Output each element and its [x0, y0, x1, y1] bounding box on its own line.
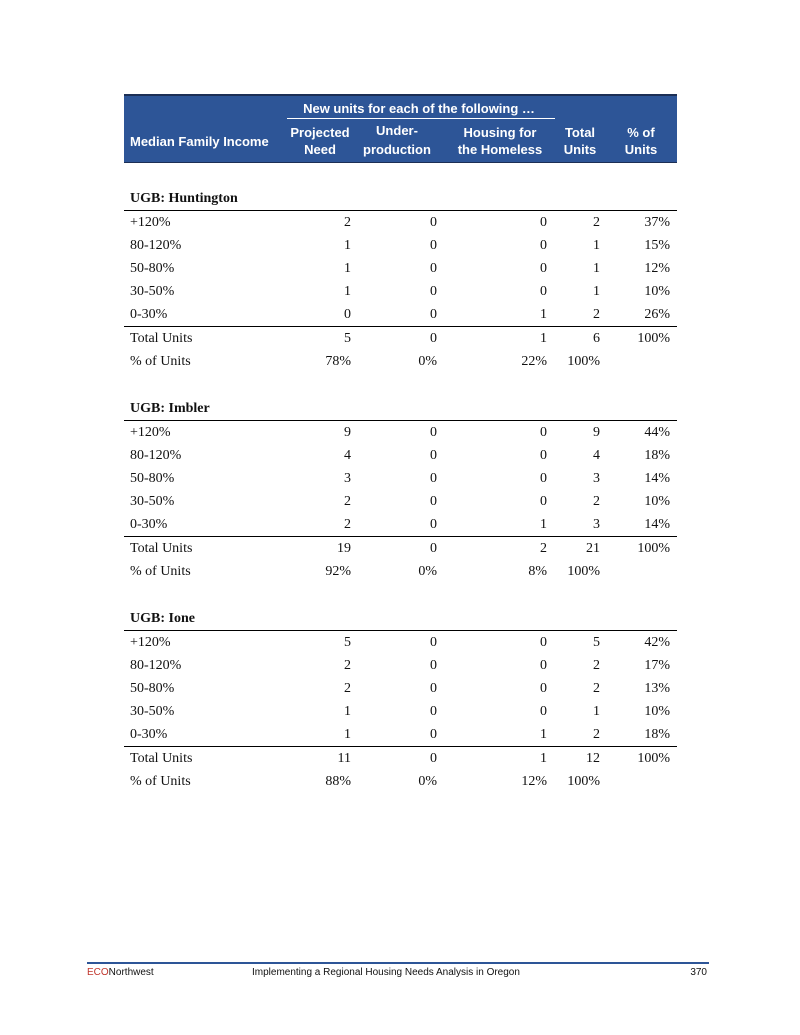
table-cell: 0: [540, 261, 547, 276]
table-cell: 1: [540, 307, 547, 322]
underproduction-header: Under- production: [363, 123, 431, 157]
table-cell: 12%: [644, 261, 670, 276]
row-label: 0-30%: [130, 727, 168, 742]
table-cell: 1: [344, 284, 351, 299]
table-cell: 0: [430, 681, 437, 696]
table-cell: 5: [344, 635, 351, 650]
table-cell: 0: [430, 284, 437, 299]
table-cell: 17%: [644, 658, 670, 673]
row-label: Total Units: [130, 331, 193, 346]
span-header-underline: [287, 118, 555, 119]
row-label: Total Units: [130, 541, 193, 556]
table-cell: 0: [430, 635, 437, 650]
section-title-text: UGB: Ione: [130, 611, 195, 626]
table-cell: 14%: [644, 517, 670, 532]
row-label: 0-30%: [130, 307, 168, 322]
section-spacer: [124, 373, 677, 397]
row-label: 80-120%: [130, 238, 182, 253]
table-cell: 100%: [567, 564, 600, 579]
table-cell: 0: [540, 284, 547, 299]
row-label: 80-120%: [130, 658, 182, 673]
table-row: [124, 723, 677, 746]
percent-row: [124, 350, 677, 373]
table-row: [124, 280, 677, 303]
table-cell: 0: [430, 494, 437, 509]
total-row: [124, 746, 677, 770]
table-cell: 2: [344, 681, 351, 696]
section-title: [124, 607, 677, 631]
table-cell: 21: [586, 541, 600, 556]
table-cell: 1: [593, 261, 600, 276]
table-cell: 0: [540, 681, 547, 696]
table-row: [124, 490, 677, 513]
table-row: [124, 257, 677, 280]
table-cell: 5: [593, 635, 600, 650]
table-cell: 19: [337, 541, 351, 556]
table-cell: 2: [593, 494, 600, 509]
table-cell: 100%: [567, 354, 600, 369]
table-cell: 2: [344, 215, 351, 230]
table-cell: 0%: [418, 564, 437, 579]
section-spacer: [124, 163, 677, 187]
span-header-title: New units for each of the following …: [303, 101, 535, 116]
housing-table: [124, 94, 677, 793]
table-cell: 0: [540, 425, 547, 440]
row-label: 30-50%: [130, 704, 175, 719]
pct-units-header: % of Units: [624, 125, 658, 157]
row-label: 50-80%: [130, 471, 175, 486]
table-cell: 4: [344, 448, 351, 463]
projected-need-header: Projected Need: [290, 125, 350, 157]
row-label: 30-50%: [130, 494, 175, 509]
table-cell: 0: [540, 658, 547, 673]
section-spacer: [124, 583, 677, 607]
table-cell: 15%: [644, 238, 670, 253]
table-cell: 2: [593, 727, 600, 742]
table-header: [124, 94, 677, 163]
table-cell: 0%: [418, 354, 437, 369]
table-cell: 2: [344, 494, 351, 509]
row-label: 50-80%: [130, 261, 175, 276]
row-label: 30-50%: [130, 284, 175, 299]
row-label: % of Units: [130, 774, 191, 789]
section-title-text: UGB: Imbler: [130, 401, 210, 416]
table-cell: 1: [540, 331, 547, 346]
table-cell: 0: [540, 215, 547, 230]
table-cell: 88%: [325, 774, 351, 789]
footer-title: Implementing a Regional Housing Needs Analysis in Oregon: [252, 967, 520, 978]
table-cell: 100%: [567, 774, 600, 789]
table-body: [124, 163, 677, 793]
table-cell: 0: [430, 215, 437, 230]
table-cell: 8%: [528, 564, 547, 579]
table-cell: 3: [344, 471, 351, 486]
row-label: Total Units: [130, 751, 193, 766]
table-row: [124, 513, 677, 536]
table-cell: 0: [540, 448, 547, 463]
row-label: % of Units: [130, 354, 191, 369]
table-cell: 2: [593, 658, 600, 673]
table-cell: 1: [540, 727, 547, 742]
row-label: 0-30%: [130, 517, 168, 532]
table-cell: 6: [593, 331, 600, 346]
table-cell: 1: [344, 238, 351, 253]
table-cell: 0: [430, 517, 437, 532]
table-cell: 18%: [644, 448, 670, 463]
table-cell: 2: [344, 658, 351, 673]
table-cell: 0: [430, 331, 437, 346]
table-cell: 100%: [637, 541, 670, 556]
table-cell: 2: [593, 681, 600, 696]
table-cell: 42%: [644, 635, 670, 650]
row-label: +120%: [130, 215, 171, 230]
table-cell: 0: [430, 727, 437, 742]
table-cell: 2: [593, 307, 600, 322]
table-cell: 11: [337, 751, 351, 766]
table-cell: 100%: [637, 751, 670, 766]
table-cell: 1: [593, 284, 600, 299]
table-cell: 3: [593, 517, 600, 532]
table-cell: 0: [430, 704, 437, 719]
row-label: % of Units: [130, 564, 191, 579]
table-row: [124, 444, 677, 467]
table-cell: 13%: [644, 681, 670, 696]
table-cell: 0: [430, 541, 437, 556]
table-row: [124, 467, 677, 490]
row-label: +120%: [130, 635, 171, 650]
table-cell: 92%: [325, 564, 351, 579]
table-cell: 0: [430, 471, 437, 486]
table-cell: 1: [344, 261, 351, 276]
table-cell: 5: [344, 331, 351, 346]
section-title: [124, 397, 677, 421]
table-cell: 12%: [521, 774, 547, 789]
table-cell: 0: [540, 704, 547, 719]
table-cell: 78%: [325, 354, 351, 369]
table-row: [124, 631, 677, 654]
table-row: [124, 654, 677, 677]
table-cell: 0: [430, 307, 437, 322]
page-number: 370: [690, 967, 707, 978]
housing-homeless-header: Housing for the Homeless: [457, 125, 543, 157]
table-cell: 1: [593, 704, 600, 719]
table-row: [124, 700, 677, 723]
table-cell: 1: [540, 751, 547, 766]
table-cell: 12: [586, 751, 600, 766]
median-family-income-header: Median Family Income: [130, 134, 269, 149]
table-cell: 3: [593, 471, 600, 486]
table-row: [124, 234, 677, 257]
table-cell: 0: [430, 751, 437, 766]
percent-row: [124, 770, 677, 793]
page-footer: [87, 962, 709, 982]
table-cell: 0: [430, 261, 437, 276]
table-cell: 0: [540, 494, 547, 509]
table-cell: 0: [344, 307, 351, 322]
table-cell: 1: [540, 517, 547, 532]
table-cell: 22%: [521, 354, 547, 369]
total-row: [124, 536, 677, 560]
table-cell: 100%: [637, 331, 670, 346]
table-cell: 2: [593, 215, 600, 230]
row-label: 50-80%: [130, 681, 175, 696]
total-row: [124, 326, 677, 350]
table-cell: 26%: [644, 307, 670, 322]
table-cell: 37%: [644, 215, 670, 230]
table-cell: 1: [593, 238, 600, 253]
table-cell: 1: [344, 727, 351, 742]
section-title: [124, 187, 677, 211]
table-cell: 44%: [644, 425, 670, 440]
percent-row: [124, 560, 677, 583]
table-cell: 0: [540, 471, 547, 486]
table-cell: 1: [344, 704, 351, 719]
table-cell: 9: [344, 425, 351, 440]
table-cell: 10%: [644, 284, 670, 299]
table-row: [124, 677, 677, 700]
table-cell: 2: [540, 541, 547, 556]
table-cell: 0: [540, 635, 547, 650]
table-cell: 10%: [644, 704, 670, 719]
table-row: [124, 303, 677, 326]
row-label: 80-120%: [130, 448, 182, 463]
table-cell: 0: [430, 238, 437, 253]
footer-brand: ECONorthwest: [87, 967, 154, 978]
total-units-header: Total Units: [563, 125, 597, 157]
table-cell: 2: [344, 517, 351, 532]
table-cell: 4: [593, 448, 600, 463]
table-cell: 0: [430, 425, 437, 440]
table-row: [124, 421, 677, 444]
table-cell: 10%: [644, 494, 670, 509]
table-cell: 14%: [644, 471, 670, 486]
table-cell: 18%: [644, 727, 670, 742]
table-row: [124, 211, 677, 234]
table-cell: 9: [593, 425, 600, 440]
section-title-text: UGB: Huntington: [130, 191, 238, 206]
table-cell: 0%: [418, 774, 437, 789]
table-cell: 0: [430, 658, 437, 673]
table-cell: 0: [540, 238, 547, 253]
row-label: +120%: [130, 425, 171, 440]
table-cell: 0: [430, 448, 437, 463]
